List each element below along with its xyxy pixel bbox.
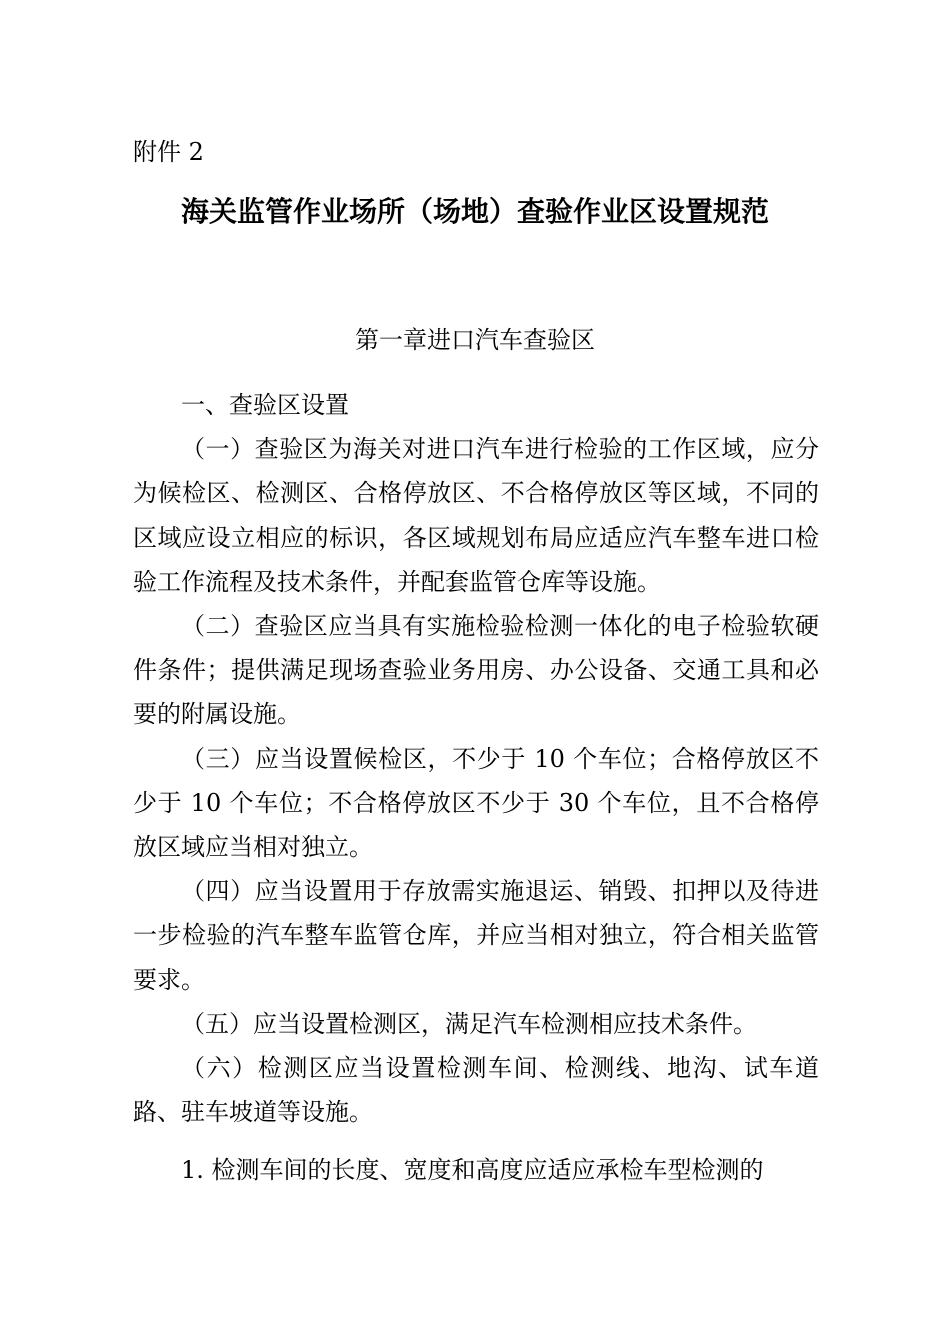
- chapter-heading: 第一章进口汽车查验区: [355, 326, 595, 354]
- list-item-1: 1. 检测车间的长度、宽度和高度应适应承检车型检测的: [181, 1156, 764, 1185]
- document-body: [133, 383, 819, 1193]
- paragraph-4: （四）应当设置用于存放需实施退运、销毁、扣押以及待进一步检验的汽车整车监管仓库，并应当相对独立，符合相关监管要求。: [133, 877, 819, 994]
- paragraph-3: （三）应当设置候检区，不少于 10 个车位；合格停放区不少于 10 个车位；不合格停放区不少于 30 个车位，且不合格停放区域应当相对独立。: [133, 744, 819, 862]
- section-heading: 一、查验区设置: [181, 391, 349, 419]
- attachment-label: 附件 2: [133, 138, 204, 166]
- paragraph-1: （一）查验区为海关对进口汽车进行检验的工作区域，应分为候检区、检测区、合格停放区、不合格停放区等区域，不同的区域应设立相应的标识，各区域规划布局应适应汽车整车进口检验工作流程及技术条件，并配套监管仓库等设施。: [133, 435, 819, 596]
- paragraph-5: （五）应当设置检测区，满足汽车检测相应技术条件。: [181, 1009, 757, 1038]
- document-title: 海关监管作业场所（场地）查验作业区设置规范: [180, 195, 769, 228]
- paragraph-2: （二）查验区应当具有实施检验检测一体化的电子检验软硬件条件；提供满足现场查验业务用房、办公设备、交通工具和必要的附属设施。: [133, 612, 819, 729]
- paragraph-6: （六）检测区应当设置检测车间、检测线、地沟、试车道路、驻车坡道等设施。: [133, 1054, 819, 1127]
